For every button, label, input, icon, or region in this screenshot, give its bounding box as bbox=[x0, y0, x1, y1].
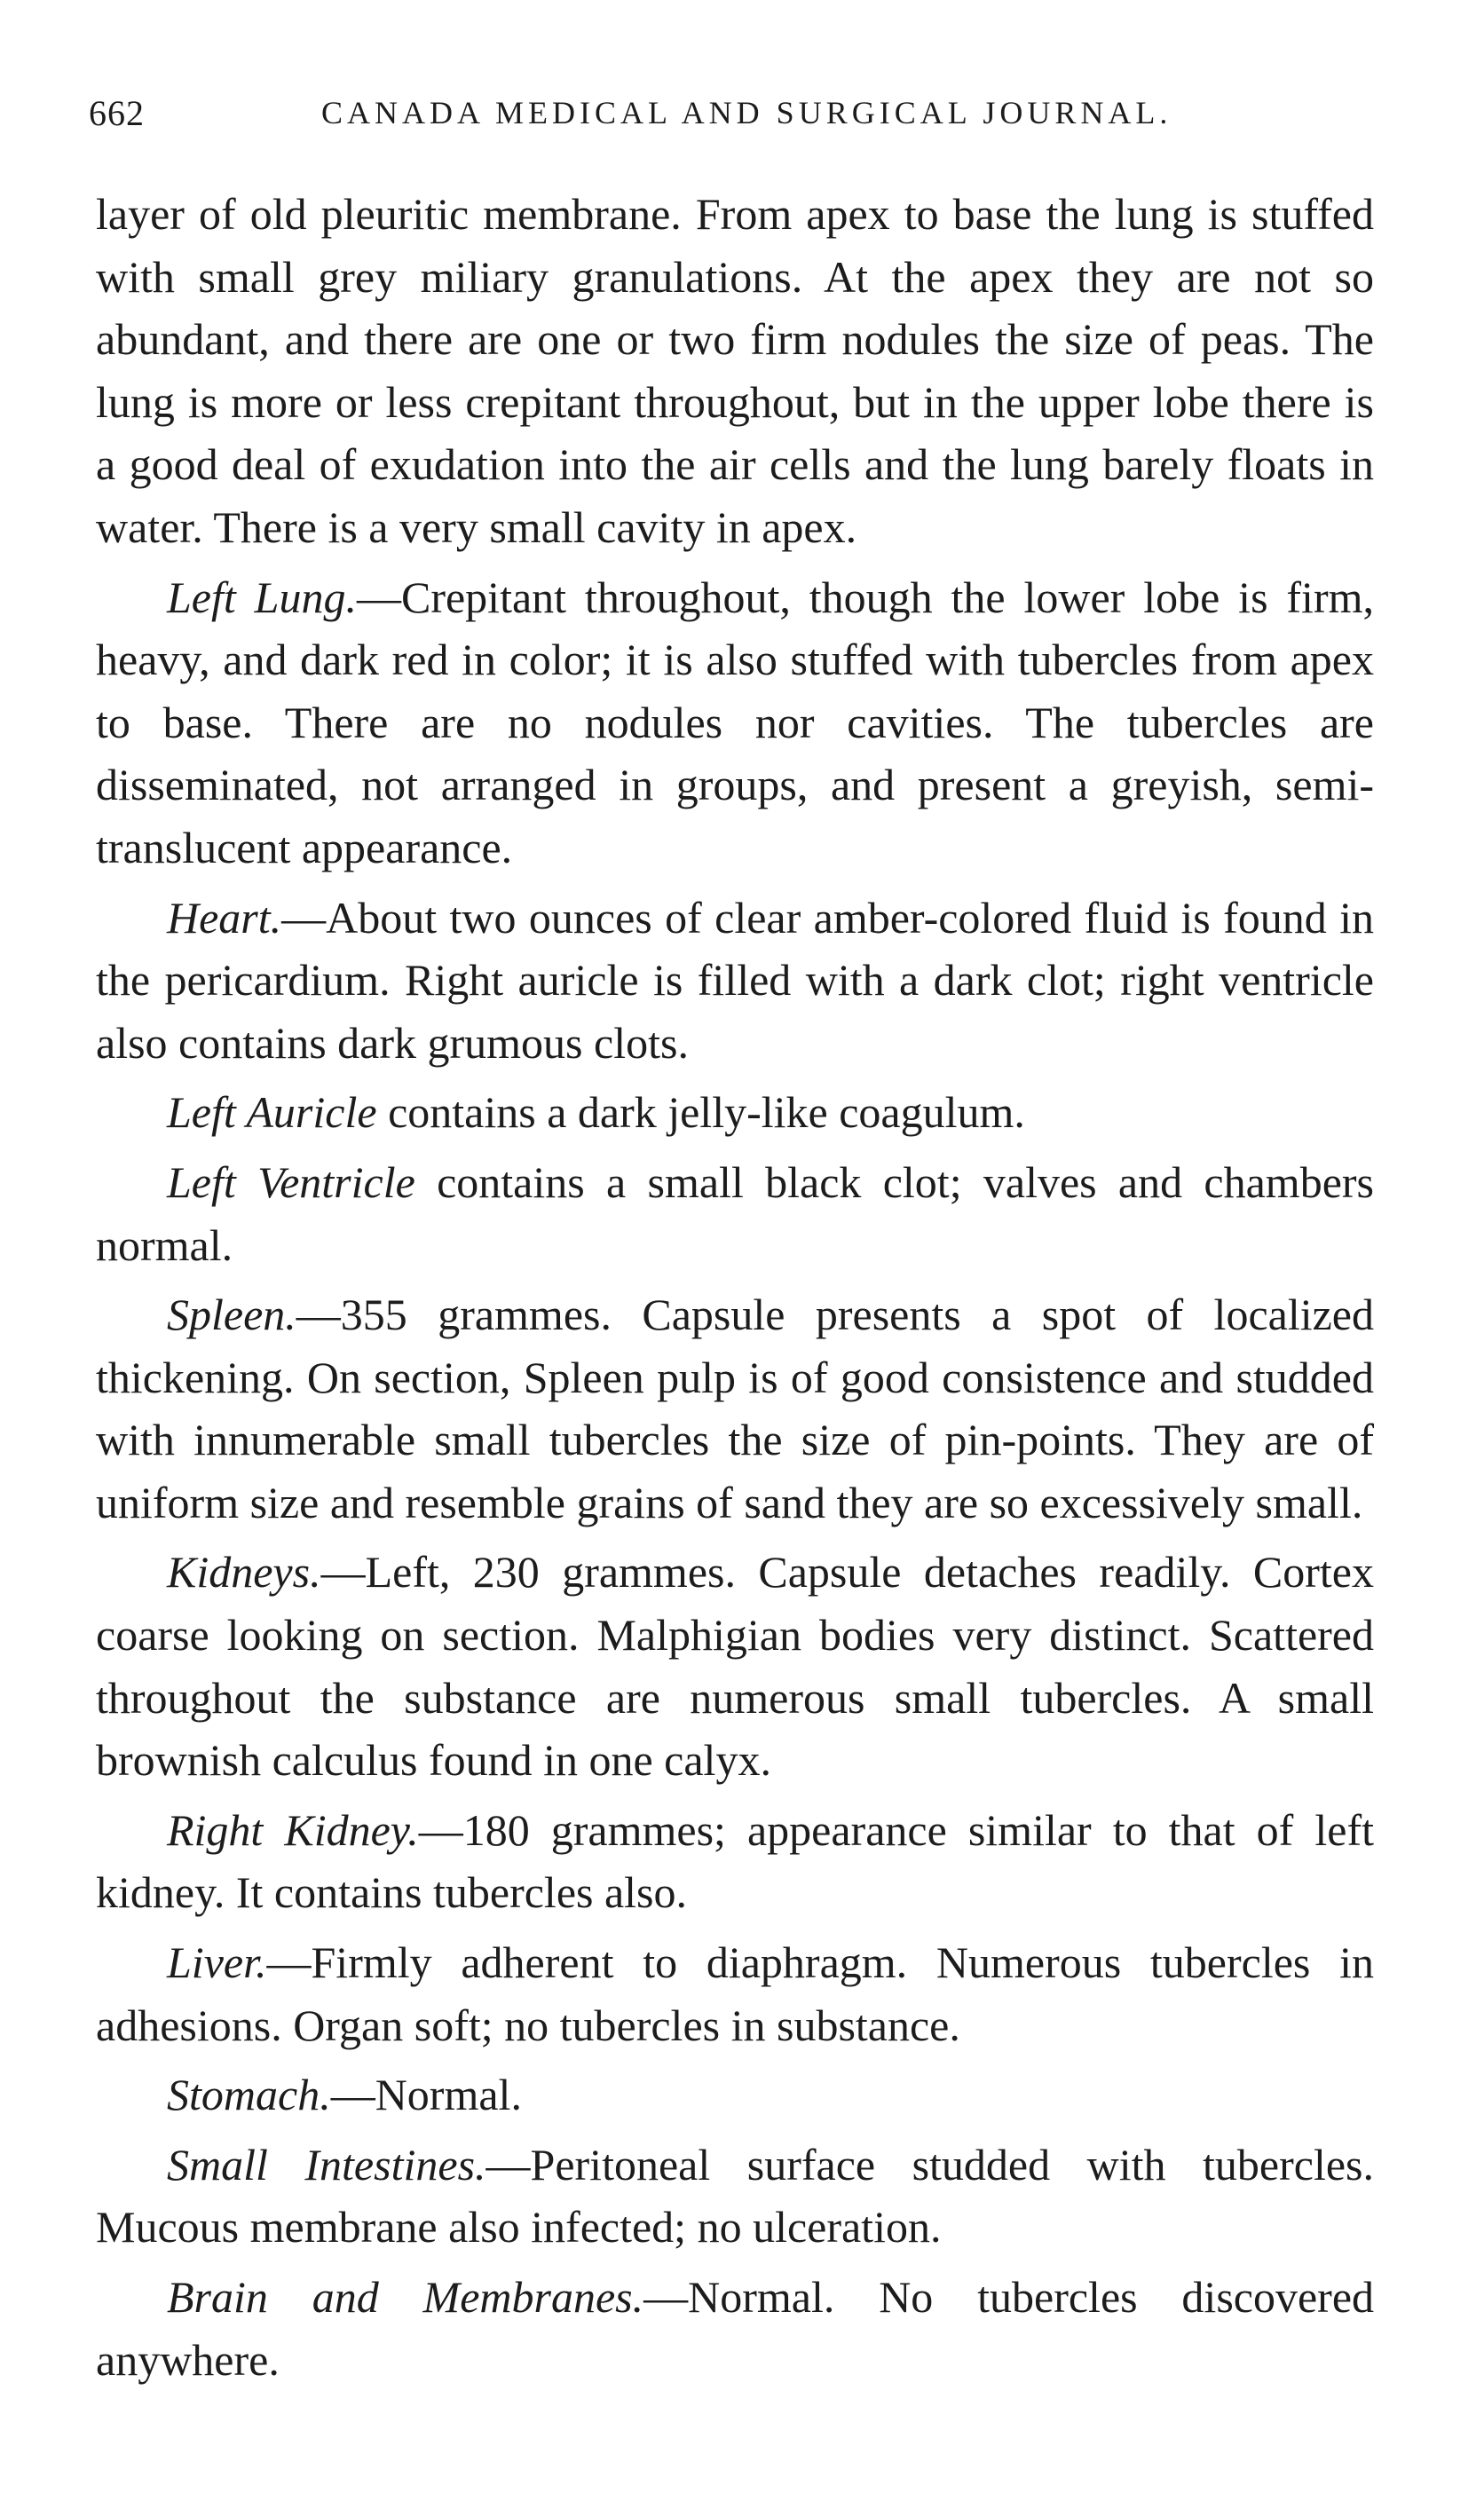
paragraph-lung-continued bbox=[96, 183, 1374, 559]
paragraph-text: —Firmly adherent to diaphragm. Numerous tubercles in adhesions. Organ soft; no tubercles in substance. bbox=[96, 1937, 1374, 2050]
paragraph-heading: Left Auricle bbox=[167, 1087, 377, 1138]
paragraph-heading: Left Ventricle bbox=[167, 1156, 415, 1207]
paragraph-text: —180 grammes; appearance similar to that of left kidney. It contains tubercles also. bbox=[96, 1804, 1374, 1918]
paragraph-left-auricle bbox=[96, 1081, 1374, 1144]
paragraph-kidneys bbox=[96, 1541, 1374, 1791]
paragraph-text: —About two ounces of clear amber-colored fluid is found in the pericardium. Right auricle is filled with a dark clot; right ventricle also contains dark grumous clots. bbox=[96, 892, 1374, 1068]
paragraph-heading: Liver. bbox=[167, 1937, 267, 1988]
paragraph-text: contains a small black clot; valves and chambers normal. bbox=[96, 1156, 1374, 1270]
article-body bbox=[96, 183, 1374, 2398]
paragraph-heading: Right Kidney. bbox=[167, 1804, 419, 1855]
paragraph-heading: Kidneys. bbox=[167, 1547, 321, 1598]
paragraph-brain bbox=[96, 2266, 1374, 2391]
paragraph-heading: Spleen. bbox=[167, 1290, 296, 1340]
paragraph-heading: Brain and Membranes. bbox=[167, 2272, 644, 2322]
running-head: CANADA MEDICAL AND SURGICAL JOURNAL. bbox=[321, 95, 1172, 130]
paragraph-heart bbox=[96, 887, 1374, 1075]
paragraph-text: —Left, 230 grammes. Capsule detaches readily. Cortex coarse looking on section. Malphigian bodies very distinct. Scattered throughout the substance are numerous small tubercles. A small brownish calculus found in one calyx. bbox=[96, 1547, 1374, 1786]
paragraph-heading: Small Intestines. bbox=[167, 2139, 486, 2189]
paragraph-text: contains a dark jelly-like coagulum. bbox=[376, 1087, 1025, 1138]
paragraph-spleen bbox=[96, 1283, 1374, 1534]
paragraph-left-ventricle bbox=[96, 1151, 1374, 1276]
paragraph-heading: Heart. bbox=[167, 892, 282, 943]
paragraph-text: —Normal. No tubercles discovered anywhere. bbox=[96, 2272, 1375, 2385]
paragraph-text: —355 grammes. Capsule presents a spot of localized thickening. On section, Spleen pulp is of good consistence and studded with innumerable small tubercles the size of pin-points. They are of uniform size and resemble grains of sand they are so excessively small. bbox=[96, 1290, 1374, 1527]
paragraph-heading: Left Lung. bbox=[167, 572, 357, 622]
paragraph-text: —Peritoneal surface studded with tubercles. Mucous membrane also infected; no ulceration. bbox=[96, 2139, 1374, 2253]
paragraph-liver bbox=[96, 1931, 1374, 2056]
paragraph-text: layer of old pleuritic membrane. From apex to base the lung is stuffed with small grey miliary granulations. At the apex they are not so abundant, and there are one or two firm nodules the size of peas. The lung is more or less crepitant throughout, but in the upper lobe there is a good deal of exudation into the air cells and the lung barely floats in water. There is a very small cavity in apex. bbox=[96, 189, 1374, 552]
paragraph-left-lung bbox=[96, 566, 1374, 880]
paragraph-right-kidney bbox=[96, 1799, 1374, 1924]
page-number: 662 bbox=[89, 93, 145, 133]
paragraph-text: —Normal. bbox=[330, 2070, 522, 2120]
paragraph-heading: Stomach. bbox=[167, 2070, 331, 2120]
paragraph-stomach bbox=[96, 2063, 1374, 2126]
paragraph-small-intestines bbox=[96, 2134, 1374, 2259]
page-header bbox=[89, 92, 1367, 146]
paragraph-text: —Crepitant throughout, though the lower lobe is firm, heavy, and dark red in color; it is also stuffed with tubercles from apex to base. There are no nodules nor cavities. The tubercles are disseminated, not arranged in groups, and present a greyish, semi-translucent appearance. bbox=[96, 572, 1374, 872]
